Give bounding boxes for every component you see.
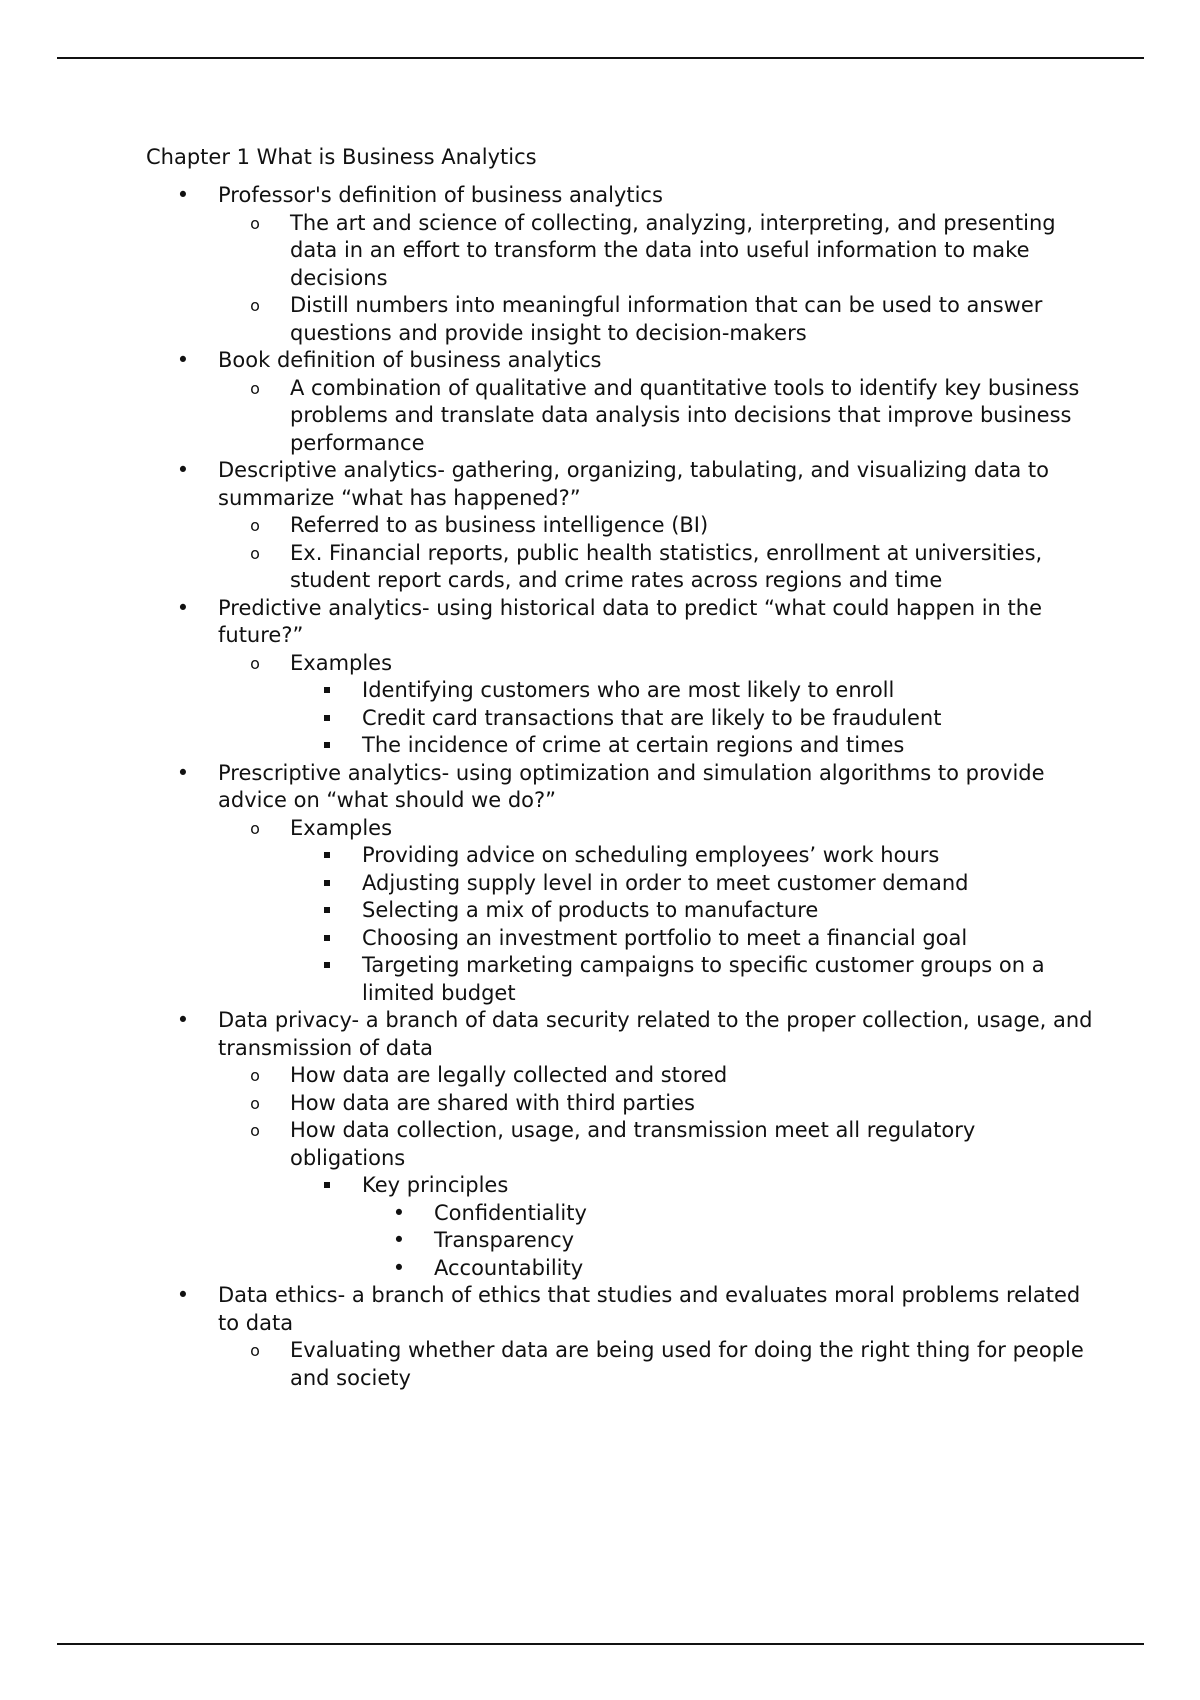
- outline-item-text: Referred to as business intelligence (BI): [290, 513, 709, 537]
- outline-item-text: How data collection, usage, and transmission meet all regulatory obligations: [290, 1118, 976, 1170]
- outline-sublist: [218, 650, 1096, 760]
- outline-sublist: [218, 210, 1096, 348]
- outline-item-text: Credit card transactions that are likely to be fraudulent: [362, 705, 942, 730]
- outline-item-level-4: [362, 1200, 1096, 1228]
- outline-item-level-3: [290, 677, 1096, 705]
- outline-item-text: Confidentiality: [434, 1200, 587, 1225]
- bullet-circle-icon: o: [250, 378, 260, 398]
- outline-item-level-3: [290, 897, 1096, 925]
- footer-rule: [57, 1643, 1144, 1645]
- outline-item-text: Choosing an investment portfolio to meet a financial goal: [362, 925, 968, 950]
- outline-item-level-3: [290, 842, 1096, 870]
- bullet-circle-icon: o: [250, 296, 260, 315]
- bullet-circle-icon: o: [250, 1093, 260, 1113]
- bullet-circle-icon: o: [250, 516, 260, 535]
- outline-item-level-1: [146, 1282, 1096, 1392]
- outline-item-text: How data are legally collected and stored: [290, 1063, 728, 1087]
- bullet-disc-icon: •: [176, 458, 190, 482]
- bullet-disc-icon: •: [392, 1200, 406, 1225]
- bullet-disc-icon: •: [392, 1228, 406, 1252]
- outline-sublist: [218, 375, 1096, 458]
- bullet-disc-icon: •: [176, 595, 190, 620]
- outline-sublist: [218, 1337, 1096, 1392]
- outline-item-level-2: [218, 210, 1096, 293]
- bullet-disc-icon: •: [176, 760, 190, 785]
- outline-item-level-2: [218, 292, 1096, 347]
- outline-item-text: The incidence of crime at certain regions and times: [362, 733, 905, 757]
- outline-item-text: Targeting marketing campaigns to specific customer groups on a limited budget: [362, 953, 1045, 1005]
- outline-item-text: Examples: [290, 815, 393, 840]
- outline-sublist: [290, 1172, 1096, 1282]
- outline-item-level-3: [290, 732, 1096, 760]
- outline-item-text: A combination of qualitative and quantitative tools to identify key business problems and translate data analysis into decisions that improve business performance: [290, 375, 1080, 455]
- outline-item-text: Descriptive analytics- gathering, organizing, tabulating, and visualizing data to summarize “what has happened?”: [218, 458, 1049, 510]
- outline-item-level-3: [290, 870, 1096, 898]
- bullet-disc-icon: •: [176, 348, 190, 372]
- bullet-square-icon: [312, 1172, 342, 1200]
- outline-item-text: Accountability: [434, 1255, 584, 1280]
- outline-item-text: Data ethics- a branch of ethics that studies and evaluates moral problems related to data: [218, 1283, 1081, 1335]
- outline-item-level-2: [218, 1117, 1096, 1282]
- outline-list: [146, 182, 1096, 1392]
- bullet-circle-icon: o: [250, 1341, 260, 1360]
- bullet-square-icon: [312, 705, 342, 733]
- bullet-circle-icon: o: [250, 1066, 260, 1085]
- outline-item-text: Examples: [290, 650, 393, 675]
- header-rule: [57, 57, 1144, 59]
- bullet-circle-icon: o: [250, 543, 260, 563]
- bullet-circle-icon: o: [250, 818, 260, 838]
- outline-item-text: Ex. Financial reports, public health statistics, enrollment at universities, student report cards, and crime rates across regions and time: [290, 540, 1043, 592]
- outline-sublist: [218, 512, 1096, 595]
- outline-item-level-2: [218, 650, 1096, 760]
- bullet-disc-icon: •: [176, 183, 190, 207]
- outline-item-level-1: [146, 760, 1096, 1008]
- outline-item-text: Distill numbers into meaningful information that can be used to answer questions and provide insight to decision-makers: [290, 293, 1043, 345]
- outline-item-level-1: [146, 595, 1096, 760]
- bullet-circle-icon: o: [250, 1121, 260, 1140]
- document-body: [146, 140, 1096, 1392]
- outline-sublist: [290, 842, 1096, 1007]
- bullet-square-icon: [312, 732, 342, 760]
- outline-item-level-4: [362, 1255, 1096, 1283]
- page-title: Chapter 1 What is Business Analytics: [146, 145, 537, 169]
- outline-item-text: Prescriptive analytics- using optimization and simulation algorithms to provide advice on “what should we do?”: [218, 760, 1045, 812]
- outline-item-level-2: [218, 375, 1096, 458]
- outline-item-text: Transparency: [434, 1228, 575, 1252]
- outline-item-text: Predictive analytics- using historical data to predict “what could happen in the future?”: [218, 595, 1043, 647]
- outline-sublist: [218, 1062, 1096, 1282]
- outline-item-text: Providing advice on scheduling employees’ work hours: [362, 843, 940, 867]
- outline-item-level-2: [218, 1337, 1096, 1392]
- bullet-disc-icon: •: [392, 1255, 406, 1280]
- bullet-disc-icon: •: [176, 1008, 190, 1032]
- outline-item-level-1: [146, 457, 1096, 595]
- outline-item-text: Selecting a mix of products to manufacture: [362, 898, 819, 922]
- bullet-circle-icon: o: [250, 213, 260, 233]
- outline-item-text: The art and science of collecting, analyzing, interpreting, and presenting data in an effort to transform the data into useful information to make decisions: [290, 210, 1056, 290]
- outline-item-text: How data are shared with third parties: [290, 1090, 695, 1115]
- bullet-square-icon: [312, 952, 342, 980]
- outline-item-level-4: [362, 1227, 1096, 1255]
- outline-item-level-2: [218, 1062, 1096, 1090]
- outline-sublist: [218, 815, 1096, 1008]
- outline-item-level-3: [290, 925, 1096, 953]
- outline-item-level-2: [218, 512, 1096, 540]
- outline-item-text: Book definition of business analytics: [218, 348, 602, 372]
- outline-item-level-2: [218, 815, 1096, 1008]
- outline-item-text: Data privacy- a branch of data security related to the proper collection, usage, and transmission of data: [218, 1008, 1093, 1060]
- outline-item-level-1: [146, 347, 1096, 457]
- outline-item-level-2: [218, 1090, 1096, 1118]
- outline-item-level-3: [290, 705, 1096, 733]
- bullet-square-icon: [312, 870, 342, 898]
- outline-sublist: [362, 1200, 1096, 1283]
- bullet-square-icon: [312, 842, 342, 870]
- outline-item-level-1: [146, 1007, 1096, 1282]
- outline-item-text: Professor's definition of business analytics: [218, 183, 663, 207]
- outline-item-level-3: [290, 952, 1096, 1007]
- bullet-square-icon: [312, 677, 342, 705]
- bullet-square-icon: [312, 925, 342, 953]
- outline-sublist: [290, 677, 1096, 760]
- outline-item-level-3: [290, 1172, 1096, 1282]
- outline-item-level-2: [218, 540, 1096, 595]
- outline-item-level-1: [146, 182, 1096, 347]
- bullet-disc-icon: •: [176, 1283, 190, 1307]
- bullet-square-icon: [312, 897, 342, 925]
- outline-item-text: Evaluating whether data are being used for doing the right thing for people and society: [290, 1338, 1084, 1390]
- outline-item-text: Adjusting supply level in order to meet customer demand: [362, 870, 969, 895]
- outline-item-text: Identifying customers who are most likely to enroll: [362, 678, 895, 702]
- outline-item-text: Key principles: [362, 1173, 509, 1197]
- bullet-circle-icon: o: [250, 653, 260, 673]
